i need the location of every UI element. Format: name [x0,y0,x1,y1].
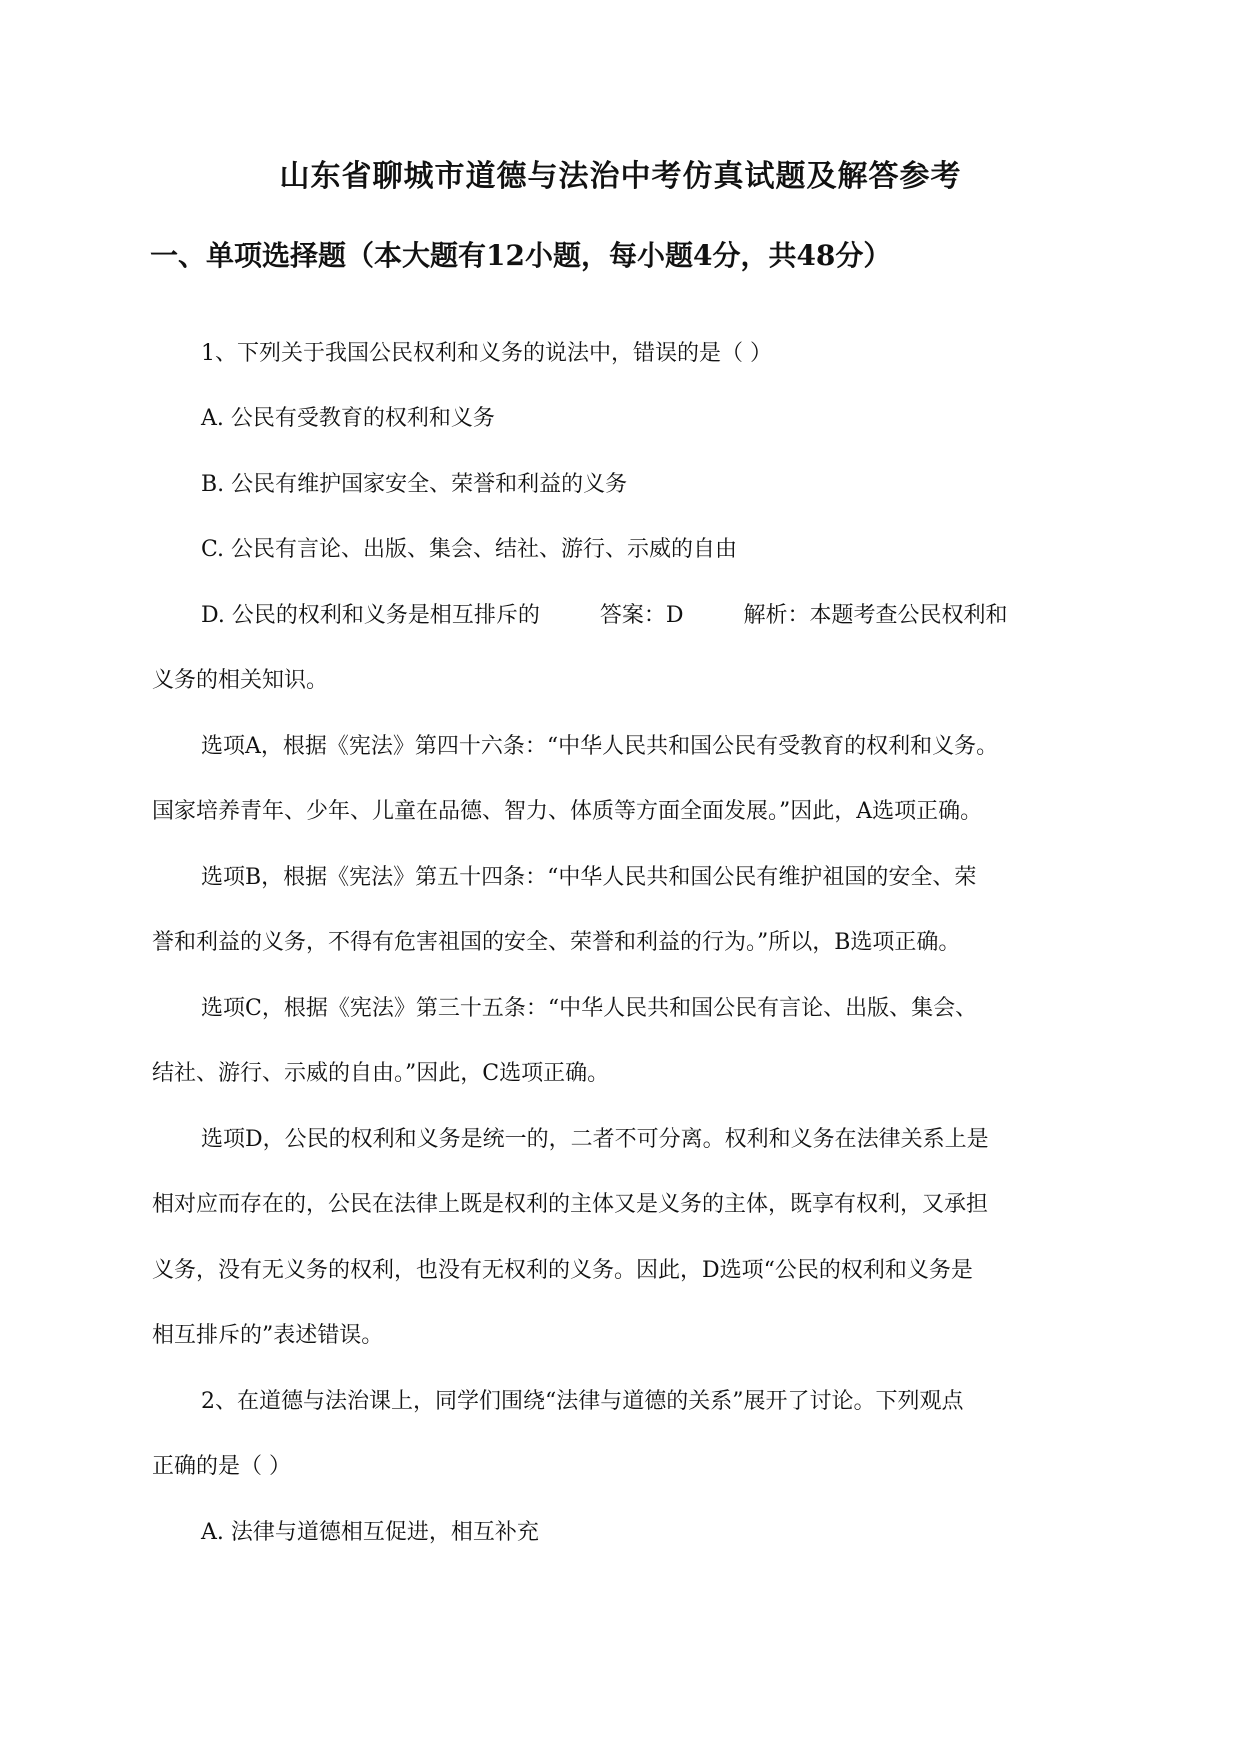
question-1-explain-c-line-2: 结社、游行、示威的自由。”因此，C选项正确。 [152,1061,610,1086]
question-1-option-d-line [201,596,1008,636]
question-1-explain-b-line-2: 誉和利益的义务，不得有危害祖国的安全、荣誉和利益的行为。”所以，B选项正确。 [152,930,961,955]
section-heading: 一、单项选择题（本大题有12小题，每小题4分，共48分） [150,239,892,272]
question-1-answer: 答案：D [599,603,684,628]
question-1-analysis-tail: 义务的相关知识。 [152,668,329,693]
document-title: 山东省聊城市道德与法治中考仿真试题及解答参考 [279,159,962,194]
question-1-explain-b-line-1: 选项B，根据《宪法》第五十四条：“中华人民共和国公民有维护祖国的安全、荣 [201,865,977,890]
question-1-explain-a-line-2: 国家培养青年、少年、儿童在品德、智力、体质等方面全面发展。”因此，A选项正确。 [152,799,983,824]
question-1-option-c: C. 公民有言论、出版、集会、结社、游行、示威的自由 [201,537,738,562]
question-1-analysis-head: 解析：本题考查公民权利和 [743,603,1008,628]
question-1-explain-d-line-1: 选项D，公民的权利和义务是统一的，二者不可分离。权利和义务在法律关系上是 [201,1127,989,1152]
question-1-option-b: B. 公民有维护国家安全、荣誉和利益的义务 [201,472,628,497]
question-1-explain-c-line-1: 选项C，根据《宪法》第三十五条：“中华人民共和国公民有言论、出版、集会、 [201,996,978,1021]
question-1-explain-d-line-2: 相对应而存在的，公民在法律上既是权利的主体又是义务的主体，既享有权利，又承担 [152,1192,989,1217]
question-2-stem-line-1: 2、在道德与法治课上，同学们围绕“法律与道德的关系”展开了讨论。下列观点 [201,1389,964,1414]
question-2-stem-line-2: 正确的是（ ） [152,1454,291,1479]
question-2-option-a: A. 法律与道德相互促进，相互补充 [201,1520,539,1545]
question-1-option-d: D. 公民的权利和义务是相互排斥的 [201,603,540,628]
question-1-stem: 1、下列关于我国公民权利和义务的说法中，错误的是（ ） [201,341,772,366]
question-1-explain-d-line-3: 义务，没有无义务的权利，也没有无权利的义务。因此，D选项“公民的权利和义务是 [152,1258,973,1283]
question-1-explain-a-line-1: 选项A，根据《宪法》第四十六条：“中华人民共和国公民有受教育的权利和义务。 [201,734,999,759]
question-1-option-a: A. 公民有受教育的权利和义务 [201,406,495,431]
question-1-explain-d-line-4: 相互排斥的”表述错误。 [152,1323,384,1348]
